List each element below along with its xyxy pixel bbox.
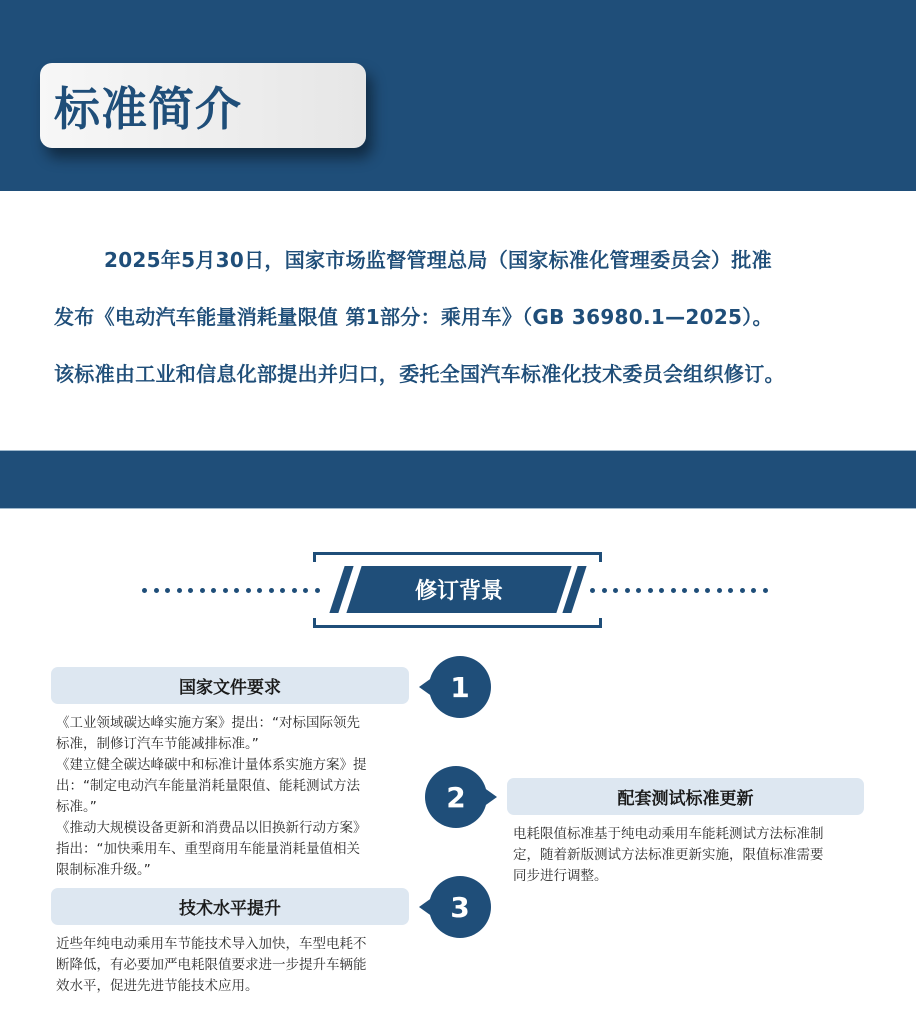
body-line: 《推动大规模设备更新和消费品以旧换新行动方案》 [56,820,367,836]
intro-line: 2025年5月30日，国家市场监督管理总局（国家标准化管理委员会）批准 [104,248,772,272]
section-header [0,550,916,630]
item-body-tech-level [56,934,416,997]
number-marker-3 [429,876,491,938]
number-marker-2 [425,766,487,828]
body-line: 标准，制修订汽车节能减排标准。” [56,736,259,752]
body-line: 效水平，促进先进节能技术应用。 [56,978,259,994]
body-line: 定，随着新版测试方法标准更新实施，限值标准需要 [513,847,824,863]
number-badge: 3 [429,876,491,938]
bracket-frame-bottom [313,618,602,628]
body-line: 近些年纯电动乘用车节能技术导入加快，车型电耗不 [56,936,367,952]
title-card [40,63,366,148]
body-line: 同步进行调整。 [513,868,608,884]
item-title-test-standard-update: 配套测试标准更新 [507,778,864,815]
item-title-tech-level: 技术水平提升 [51,888,409,925]
bracket-frame-top [313,552,602,562]
intro-line: 该标准由工业和信息化部提出并归口，委托全国汽车标准化技术委员会组织修订。 [54,362,785,386]
section-title: 修订背景 [414,579,503,604]
number-badge: 1 [429,656,491,718]
divider-band [0,450,916,509]
number-marker-1 [429,656,491,718]
body-line: 指出：“加快乘用车、重型商用车能量消耗量值相关 [56,841,360,857]
body-line: 断降低，有必要加严电耗限值要求进一步提升车辆能 [56,957,367,973]
item-title-national-documents: 国家文件要求 [51,667,409,704]
item-body-national-documents [56,713,416,881]
body-line: 电耗限值标准基于纯电动乘用车能耗测试方法标准制 [513,826,824,842]
intro-paragraph [54,232,874,403]
dotted-line-left [142,588,320,593]
body-line: 《工业领域碳达峰实施方案》提出：“对标国际领先 [56,715,360,731]
body-line: 限制标准升级。” [56,862,151,878]
intro-line: 发布《电动汽车能量消耗量限值 第1部分：乘用车》（GB 36980.1—2025）。 [54,305,773,329]
body-line: 出：“制定电动汽车能量消耗量限值、能耗测试方法 [56,778,360,794]
number-badge: 2 [425,766,487,828]
body-line: 《建立健全碳达峰碳中和标准计量体系实施方案》提 [56,757,367,773]
dotted-line-right [590,588,768,593]
body-line: 标准。” [56,799,97,815]
item-body-test-standard-update [513,824,873,887]
page-title: 标准简介 [54,81,242,136]
